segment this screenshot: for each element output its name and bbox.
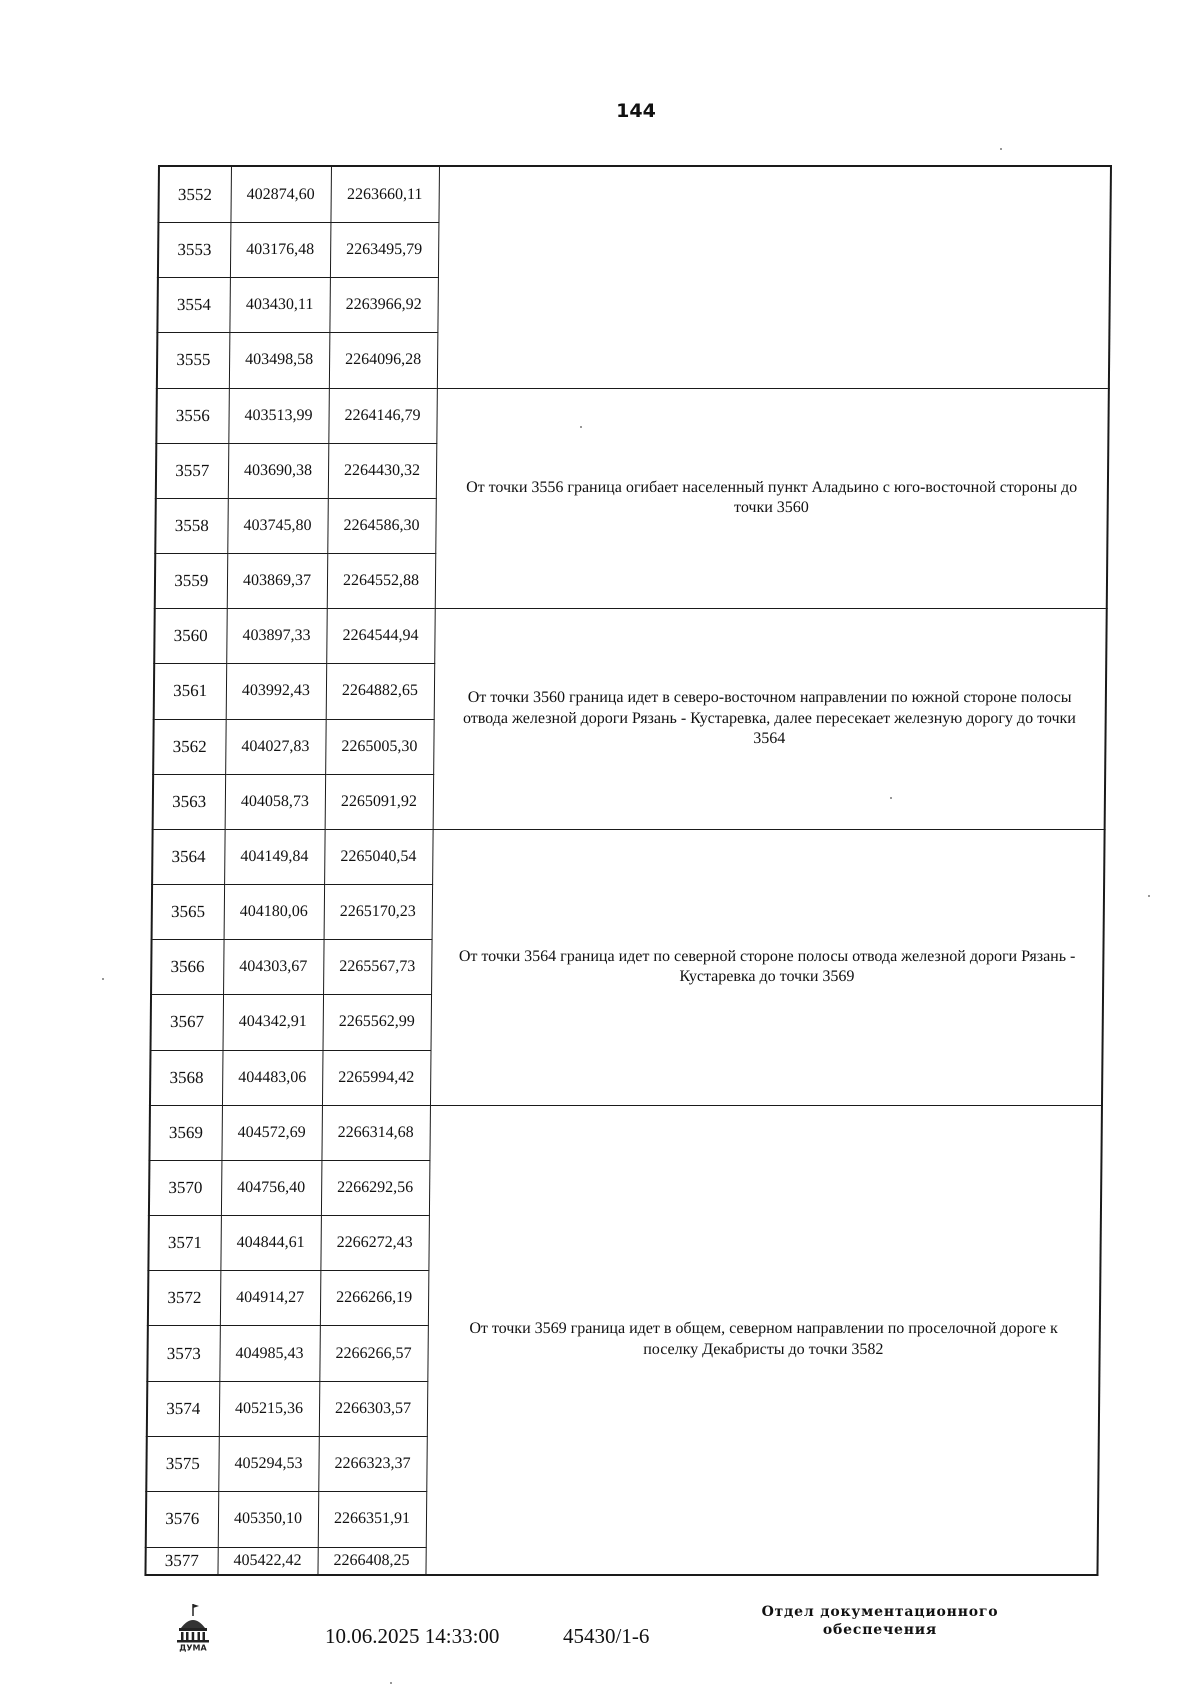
y-coordinate-cell: 2264552,88 <box>327 554 436 609</box>
x-coordinate-cell: 403745,80 <box>227 498 328 553</box>
y-coordinate-cell: 2266323,37 <box>318 1436 427 1491</box>
x-coordinate-cell: 403897,33 <box>226 609 327 664</box>
x-coordinate-cell: 404985,43 <box>219 1326 320 1381</box>
point-number-cell: 3570 <box>149 1160 222 1215</box>
y-coordinate-cell: 2266408,25 <box>317 1547 425 1575</box>
y-coordinate-cell: 2265091,92 <box>325 774 434 829</box>
y-coordinate-cell: 2266292,56 <box>321 1160 430 1215</box>
y-coordinate-cell: 2265562,99 <box>323 995 432 1050</box>
scan-speck <box>102 978 104 980</box>
duma-logo <box>173 1602 213 1652</box>
point-number-cell: 3555 <box>157 333 230 388</box>
x-coordinate-cell: 404149,84 <box>224 829 325 884</box>
point-number-cell: 3563 <box>153 774 226 829</box>
point-number-cell: 3571 <box>148 1216 221 1271</box>
x-coordinate-cell: 404572,69 <box>221 1105 322 1160</box>
point-number-cell: 3569 <box>149 1105 222 1160</box>
y-coordinate-cell: 2266266,57 <box>319 1326 428 1381</box>
point-number-cell: 3564 <box>152 829 225 884</box>
point-number-cell: 3558 <box>155 498 228 553</box>
y-coordinate-cell: 2263495,79 <box>330 223 439 278</box>
boundary-description-cell: От точки 3560 граница идет в северо-восточном направлении по южной стороне полосы отвода железной дороги Рязань - Кустаревка, далее пересекает железную дорогу до точки 3564 <box>433 609 1107 830</box>
point-number-cell: 3565 <box>152 885 225 940</box>
x-coordinate-cell: 403498,58 <box>229 333 330 388</box>
point-number-cell: 3554 <box>157 278 230 333</box>
coordinates-table <box>144 165 1112 1576</box>
x-coordinate-cell: 405350,10 <box>218 1491 319 1547</box>
scan-speck <box>890 797 892 799</box>
logo-text: ДУМА <box>179 1643 207 1652</box>
x-coordinate-cell: 404058,73 <box>225 774 326 829</box>
x-coordinate-cell: 404844,61 <box>220 1216 321 1271</box>
y-coordinate-cell: 2264096,28 <box>329 333 438 388</box>
x-coordinate-cell: 405294,53 <box>218 1436 319 1491</box>
x-coordinate-cell: 403869,37 <box>227 554 328 609</box>
scan-speck <box>1148 895 1150 897</box>
y-coordinate-cell: 2265170,23 <box>324 885 433 940</box>
x-coordinate-cell: 404483,06 <box>222 1050 323 1105</box>
x-coordinate-cell: 402874,60 <box>230 166 331 223</box>
boundary-description-cell: От точки 3556 граница огибает населенный пункт Аладьино с юго-восточной стороны до точки 3560 <box>435 388 1109 609</box>
point-number-cell: 3566 <box>151 940 224 995</box>
coordinates-table-wrapper <box>144 165 1112 1576</box>
footer-department: Отдел документационного обеспечения <box>761 1604 999 1638</box>
point-number-cell: 3559 <box>155 554 228 609</box>
point-number-cell: 3556 <box>156 388 229 443</box>
y-coordinate-cell: 2266303,57 <box>319 1381 428 1436</box>
x-coordinate-cell: 403513,99 <box>228 388 329 443</box>
x-coordinate-cell: 405215,36 <box>219 1381 320 1436</box>
x-coordinate-cell: 404303,67 <box>223 940 324 995</box>
y-coordinate-cell: 2264544,94 <box>326 609 435 664</box>
x-coordinate-cell: 404756,40 <box>221 1160 322 1215</box>
scan-speck <box>580 426 582 428</box>
boundary-description-cell: От точки 3569 граница идет в общем, северном направлении по проселочной дороге к поселку Декабристы до точки 3582 <box>425 1105 1102 1575</box>
scan-speck <box>1000 148 1002 150</box>
y-coordinate-cell: 2265994,42 <box>322 1050 431 1105</box>
x-coordinate-cell: 404914,27 <box>220 1271 321 1326</box>
y-coordinate-cell: 2263966,92 <box>329 278 438 333</box>
boundary-description-cell <box>437 166 1111 388</box>
x-coordinate-cell: 403992,43 <box>226 664 327 719</box>
y-coordinate-cell: 2265005,30 <box>325 719 434 774</box>
y-coordinate-cell: 2263660,11 <box>330 166 439 223</box>
scan-speck <box>390 1682 392 1684</box>
table-row <box>156 388 1109 443</box>
page-number: 144 <box>616 100 656 122</box>
point-number-cell: 3562 <box>153 719 226 774</box>
point-number-cell: 3574 <box>147 1381 220 1436</box>
x-coordinate-cell: 405422,42 <box>217 1547 317 1575</box>
point-number-cell: 3553 <box>158 223 231 278</box>
point-number-cell: 3552 <box>158 166 231 223</box>
point-number-cell: 3577 <box>145 1547 217 1575</box>
y-coordinate-cell: 2264586,30 <box>327 498 436 553</box>
table-row <box>154 609 1107 664</box>
table-row <box>149 1105 1102 1160</box>
footer-doc-number: 45430/1-6 <box>563 1624 650 1648</box>
y-coordinate-cell: 2265040,54 <box>324 829 433 884</box>
boundary-description-cell: От точки 3564 граница идет по северной стороне полосы отвода железной дороги Рязань - Кустаревка до точки 3569 <box>430 829 1105 1105</box>
x-coordinate-cell: 403430,11 <box>229 278 330 333</box>
point-number-cell: 3575 <box>146 1436 219 1491</box>
x-coordinate-cell: 403690,38 <box>228 443 329 498</box>
y-coordinate-cell: 2264146,79 <box>328 388 437 443</box>
table-row <box>158 166 1111 223</box>
y-coordinate-cell: 2266266,19 <box>320 1271 429 1326</box>
table-row <box>152 829 1105 884</box>
y-coordinate-cell: 2264882,65 <box>326 664 435 719</box>
point-number-cell: 3572 <box>148 1271 221 1326</box>
x-coordinate-cell: 404027,83 <box>225 719 326 774</box>
coordinates-table-body <box>145 166 1111 1575</box>
point-number-cell: 3560 <box>154 609 227 664</box>
y-coordinate-cell: 2265567,73 <box>323 940 432 995</box>
footer-date: 10.06.2025 14:33:00 <box>325 1624 500 1648</box>
point-number-cell: 3561 <box>154 664 227 719</box>
point-number-cell: 3557 <box>156 443 229 498</box>
point-number-cell: 3568 <box>150 1050 223 1105</box>
point-number-cell: 3576 <box>146 1491 219 1547</box>
x-coordinate-cell: 404180,06 <box>224 885 325 940</box>
x-coordinate-cell: 403176,48 <box>230 223 331 278</box>
point-number-cell: 3573 <box>147 1326 220 1381</box>
y-coordinate-cell: 2266272,43 <box>320 1216 429 1271</box>
y-coordinate-cell: 2266351,91 <box>318 1491 427 1547</box>
point-number-cell: 3567 <box>151 995 224 1050</box>
x-coordinate-cell: 404342,91 <box>223 995 324 1050</box>
y-coordinate-cell: 2266314,68 <box>321 1105 430 1160</box>
y-coordinate-cell: 2264430,32 <box>328 443 437 498</box>
